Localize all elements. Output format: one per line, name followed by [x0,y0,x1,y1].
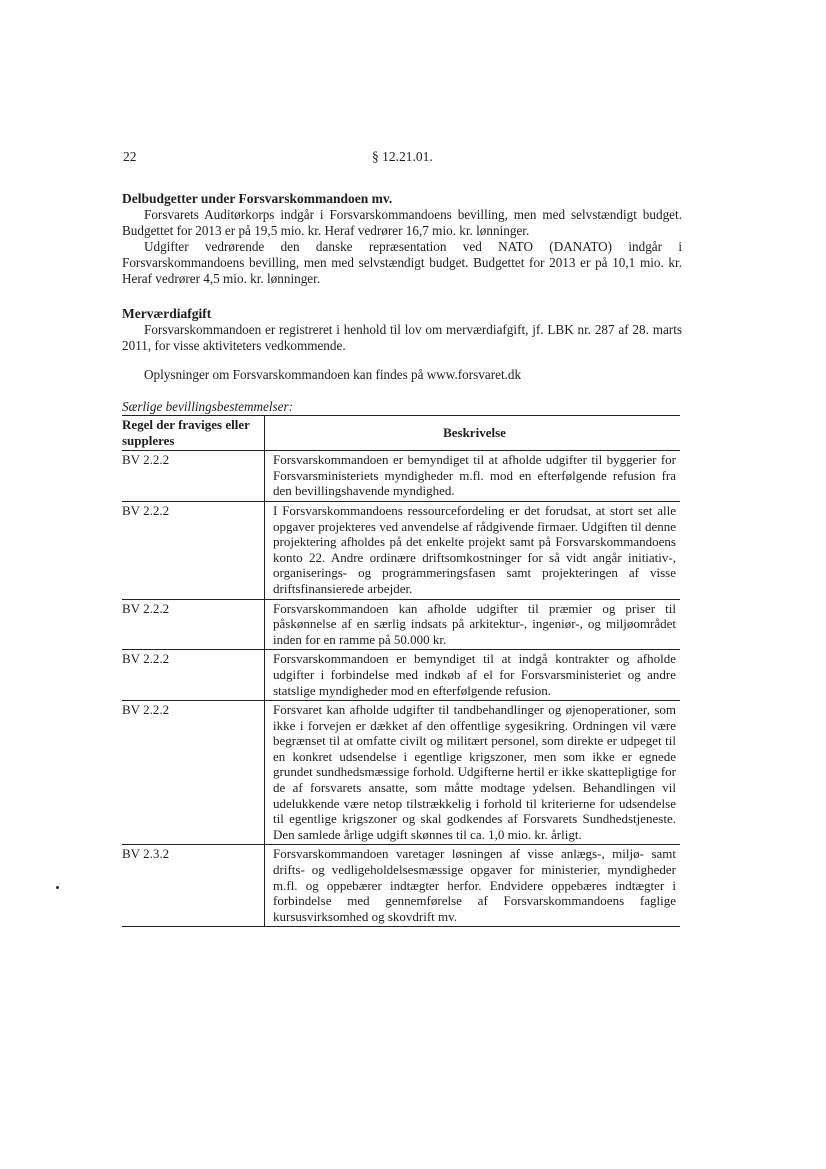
rule-cell: BV 2.2.2 [122,502,170,518]
table-row [122,701,680,845]
table-row [122,599,680,650]
rule-cell: BV 2.2.2 [122,452,170,468]
section-heading-moms: Merværdiafgift [122,306,212,321]
description-cell: Forsvarskommandoen varetager løsningen af visse anlægs-, miljø- samt drifts- og vedligeholdelsesmæssige opgaver for ministerier, myndigheder m.fl. og oppebærer indtægter herfor. Endvidere oppebæres indtægter i forbindelse med gennemførelse af Forsvarskommandoens faglige kursusvirksomhed og skovdrift mv. [265,845,681,927]
scan-speck [56,886,59,889]
rule-cell: BV 2.2.2 [122,702,170,718]
description-cell: Forsvarskommandoen kan afholde udgifter til præmier og priser til påskønnelse af en særlig indsats på arkitektur-, ingeniør-, og miljøområdet inden for en ramme på 50.000 kr. [265,599,681,650]
table-header-row [122,416,680,451]
table-row [122,501,680,599]
description-cell: Forsvaret kan afholde udgifter til tandbehandlinger og øjenoperationer, som ikke i forvejen er dækket af den offentlige sygesikring. Ordningen vil være begrænset til at omfatte civilt og militært personel, som direkte er udpeget til en konkret udsendelse i egentlige krigszoner, men som ikke er egnede grundet sundhedsmæssige forhold. Udgifterne hertil er ikke skattepligtige for de af forsvarets ansatte, som måtte modtage ydelsen. Behandlingen vil udelukkende være netop tilstrækkelig i forhold til kriterierne for udsendelse til egentlige krigszoner og skal godkendes af Forsvarets Sundhedstjeneste. Den samlede årlige udgift skønnes til ca. 1,0 mio. kr. årligt. [265,701,681,845]
rule-cell: BV 2.2.2 [122,600,170,616]
description-cell: Forsvarskommandoen er bemyndiget til at indgå kontrakter og afholde udgifter i forbindelse med indkøb af el for Forsvarsministeriet og andre statslige myndigheder mod en efterfølgende refusion. [265,650,681,701]
header-description: Beskrivelse [265,416,681,451]
header-rule: Regel der fraviges eller suppleres [122,417,250,448]
page-number: 22 [123,149,137,164]
paragraph-moms: Forsvarskommandoen er registreret i henhold til lov om merværdiafgift, jf. LBK nr. 287 af 28. marts 2011, for visse aktiviteters vedkommende. [122,322,682,353]
table-row [122,650,680,701]
rule-cell: BV 2.2.2 [122,651,170,667]
rule-cell: BV 2.3.2 [122,846,170,862]
bevillingsbestemmelser-table [122,415,680,927]
paragraph-auditoerkorps: Forsvarets Auditørkorps indgår i Forsvarskommandoens bevilling, men med selvstændigt budget. Budgettet for 2013 er på 19,5 mio. kr. Heraf vedrører 16,7 mio. kr. lønninger. [122,207,682,238]
info-line: Oplysninger om Forsvarskommandoen kan findes på www.forsvaret.dk [144,367,522,382]
page-content [122,191,682,927]
table-caption: Særlige bevillingsbestemmelser: [122,399,294,414]
paragraph-danato: Udgifter vedrørende den danske repræsentation ved NATO (DANATO) indgår i Forsvarskommandoens bevilling, men med selvstændigt budget. Budgettet for 2013 er på 10,1 mio. kr. Heraf vedrører 4,5 mio. kr. lønninger. [122,239,682,286]
section-reference: § 12.21.01. [372,149,433,164]
description-cell: I Forsvarskommandoens ressourcefordeling er det forudsat, at stort set alle opgaver projekteres ved anvendelse af rådgivende firmaer. Udgiften til denne projektering afholdes på det enkelte projekt samt på Forsvarskommandoens konto 22. Andre ordinære driftsomkostninger for så vidt angår initiativ-, organiserings- og programmeringsfasen samt projekteringen af visse driftsfinansierede arbejder. [265,501,681,599]
table-row [122,845,680,927]
section-heading-delbudgetter: Delbudgetter under Forsvarskommandoen mv. [122,191,393,206]
table-row [122,451,680,502]
description-cell: Forsvarskommandoen er bemyndiget til at afholde udgifter til byggerier for Forsvarsministeriets myndigheder m.fl. mod en efterfølgende refusion fra den bevillingshavende myndighed. [265,451,681,502]
